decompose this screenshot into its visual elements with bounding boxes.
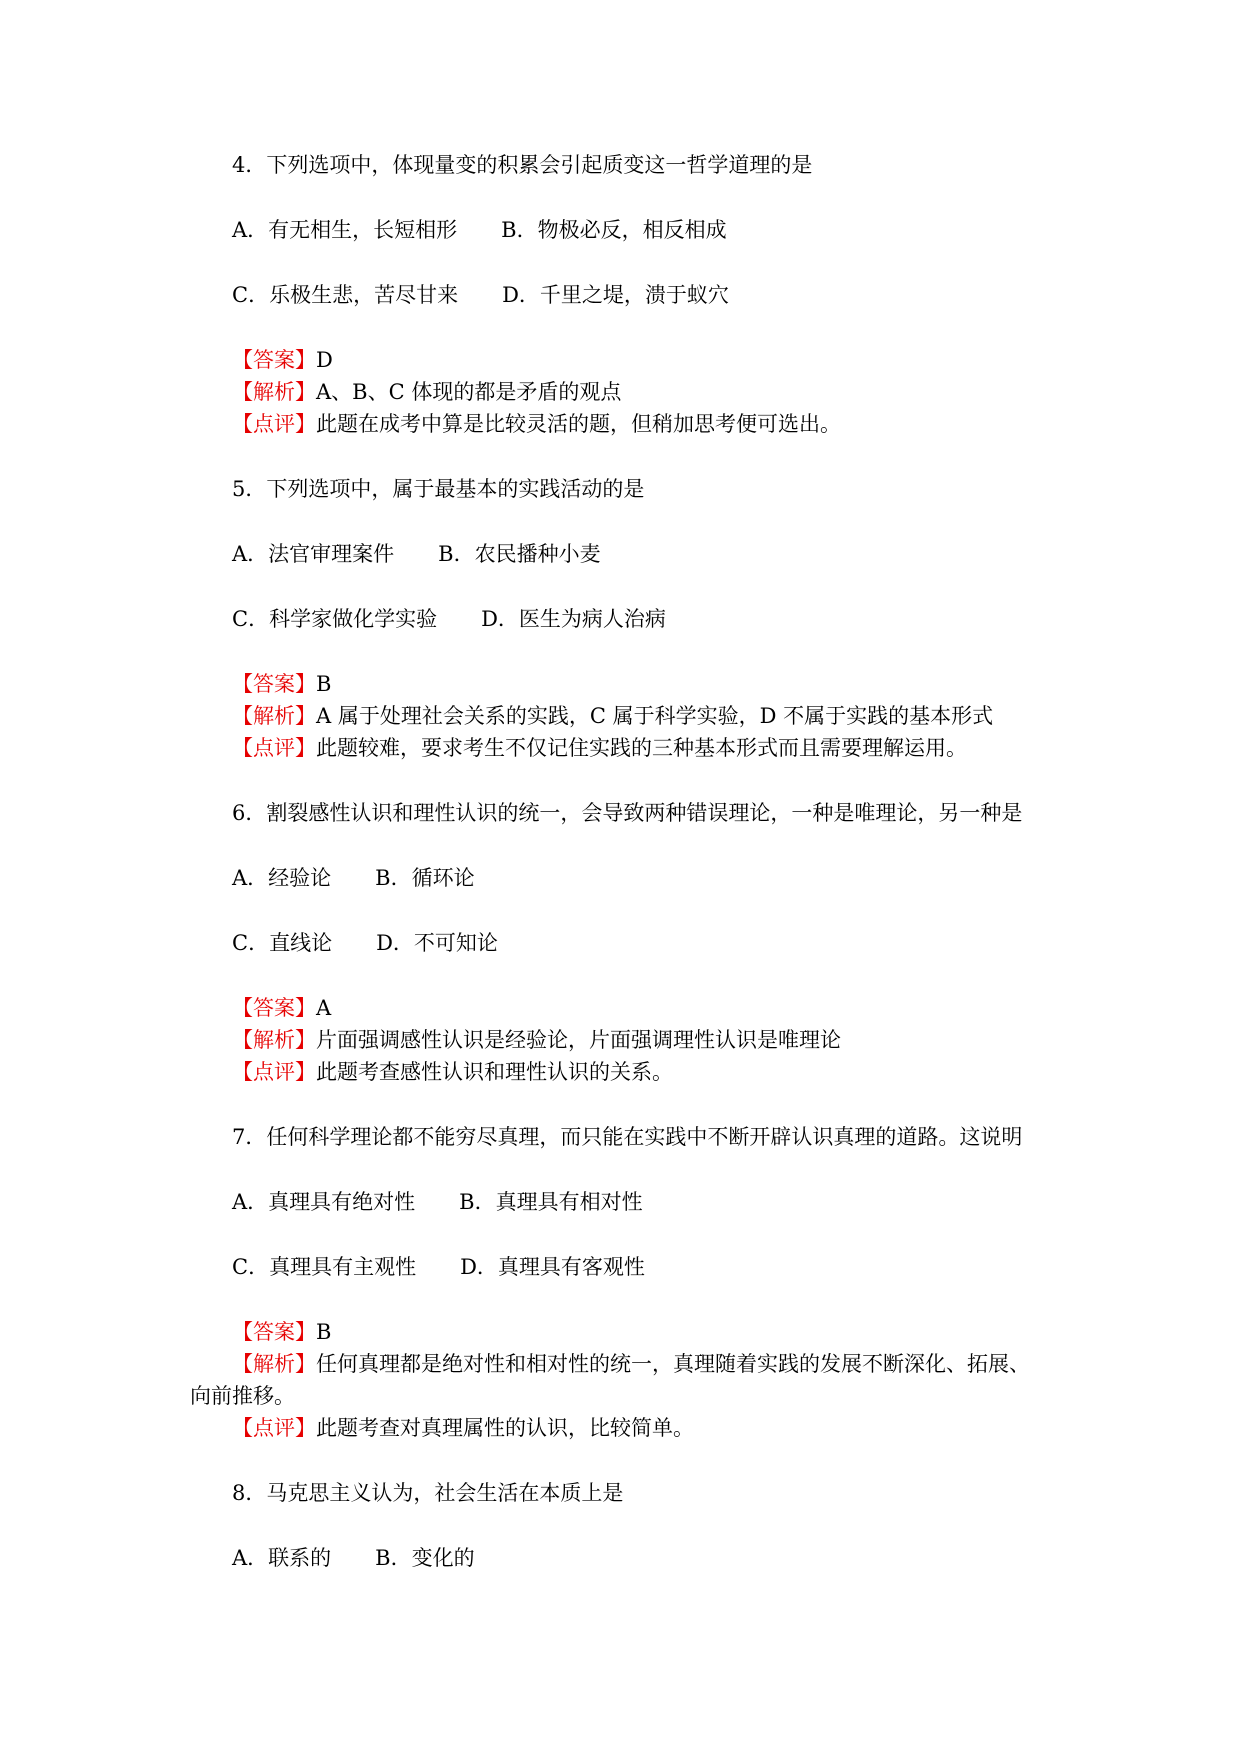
question-7-options-row-2 (232, 1253, 645, 1281)
question-7-analysis-continued: 向前推移。 (190, 1384, 295, 1408)
answer-tag: 【答案】 (232, 348, 316, 372)
question-7-analysis (232, 1350, 1030, 1378)
question-4-options-row-1 (232, 216, 727, 244)
question-4-analysis (232, 378, 621, 406)
question-6-comment (232, 1058, 673, 1086)
option-b: B．物极必反，相反相成 (501, 218, 727, 242)
question-6-answer (232, 994, 331, 1022)
option-a: A．法官审理案件 (232, 542, 395, 566)
comment-tag: 【点评】 (232, 736, 316, 760)
question-5-options-row-1 (232, 540, 601, 568)
analysis-text: A 属于处理社会关系的实践，C 属于科学实验，D 不属于实践的基本形式 (316, 704, 994, 728)
option-b: B．变化的 (375, 1546, 475, 1570)
option-c: C．乐极生悲，苦尽甘来 (232, 283, 459, 307)
answer-value: A (316, 996, 332, 1020)
question-4-comment (232, 410, 841, 438)
option-a: A．经验论 (232, 866, 332, 890)
answer-value: B (316, 1320, 332, 1344)
option-b: B．农民播种小麦 (438, 542, 601, 566)
comment-text: 此题在成考中算是比较灵活的题，但稍加思考便可选出。 (316, 412, 841, 436)
option-c: C．科学家做化学实验 (232, 607, 438, 631)
question-6-stem: 6．割裂感性认识和理性认识的统一，会导致两种错误理论，一种是唯理论，另一种是 (232, 801, 1023, 825)
answer-tag: 【答案】 (232, 1320, 316, 1344)
option-d: D．不可知论 (376, 931, 498, 955)
question-5-stem: 5．下列选项中，属于最基本的实践活动的是 (232, 477, 645, 501)
option-b: B．循环论 (375, 866, 475, 890)
question-4-stem: 4．下列选项中，体现量变的积累会引起质变这一哲学道理的是 (232, 153, 813, 177)
analysis-tag: 【解析】 (232, 1028, 316, 1052)
question-7-options-row-1 (232, 1188, 643, 1216)
comment-text: 此题考查感性认识和理性认识的关系。 (316, 1060, 673, 1084)
option-c: C．直线论 (232, 931, 333, 955)
option-a: A．联系的 (232, 1546, 332, 1570)
analysis-tag: 【解析】 (232, 380, 316, 404)
answer-value: D (316, 348, 333, 372)
analysis-text: 任何真理都是绝对性和相对性的统一，真理随着实践的发展不断深化、拓展、 (316, 1352, 1030, 1376)
question-8-options-row-1 (232, 1544, 475, 1572)
question-6-options-row-2 (232, 929, 498, 957)
question-5-options-row-2 (232, 605, 666, 633)
option-a: A．有无相生，长短相形 (232, 218, 458, 242)
analysis-text: 片面强调感性认识是经验论，片面强调理性认识是唯理论 (316, 1028, 841, 1052)
comment-tag: 【点评】 (232, 412, 316, 436)
question-7-answer (232, 1318, 331, 1346)
option-a: A．真理具有绝对性 (232, 1190, 416, 1214)
option-c: C．真理具有主观性 (232, 1255, 417, 1279)
question-4-options-row-2 (232, 281, 729, 309)
question-5-analysis (232, 702, 993, 730)
comment-tag: 【点评】 (232, 1416, 316, 1440)
option-d: D．真理具有客观性 (460, 1255, 645, 1279)
comment-text: 此题较难，要求考生不仅记住实践的三种基本形式而且需要理解运用。 (316, 736, 967, 760)
question-7-comment (232, 1414, 694, 1442)
question-5-comment (232, 734, 967, 762)
answer-value: B (316, 672, 332, 696)
comment-text: 此题考查对真理属性的认识，比较简单。 (316, 1416, 694, 1440)
option-b: B．真理具有相对性 (459, 1190, 643, 1214)
analysis-text: A、B、C 体现的都是矛盾的观点 (316, 380, 622, 404)
question-4-answer (232, 346, 333, 374)
option-d: D．医生为病人治病 (481, 607, 666, 631)
answer-tag: 【答案】 (232, 672, 316, 696)
option-d: D．千里之堤，溃于蚁穴 (502, 283, 729, 307)
question-5-answer (232, 670, 331, 698)
question-6-analysis (232, 1026, 841, 1054)
analysis-tag: 【解析】 (232, 1352, 316, 1376)
question-7-stem: 7．任何科学理论都不能穷尽真理，而只能在实践中不断开辟认识真理的道路。这说明 (232, 1125, 1023, 1149)
question-8-stem: 8．马克思主义认为，社会生活在本质上是 (232, 1481, 624, 1505)
question-6-options-row-1 (232, 864, 475, 892)
answer-tag: 【答案】 (232, 996, 316, 1020)
analysis-tag: 【解析】 (232, 704, 316, 728)
comment-tag: 【点评】 (232, 1060, 316, 1084)
